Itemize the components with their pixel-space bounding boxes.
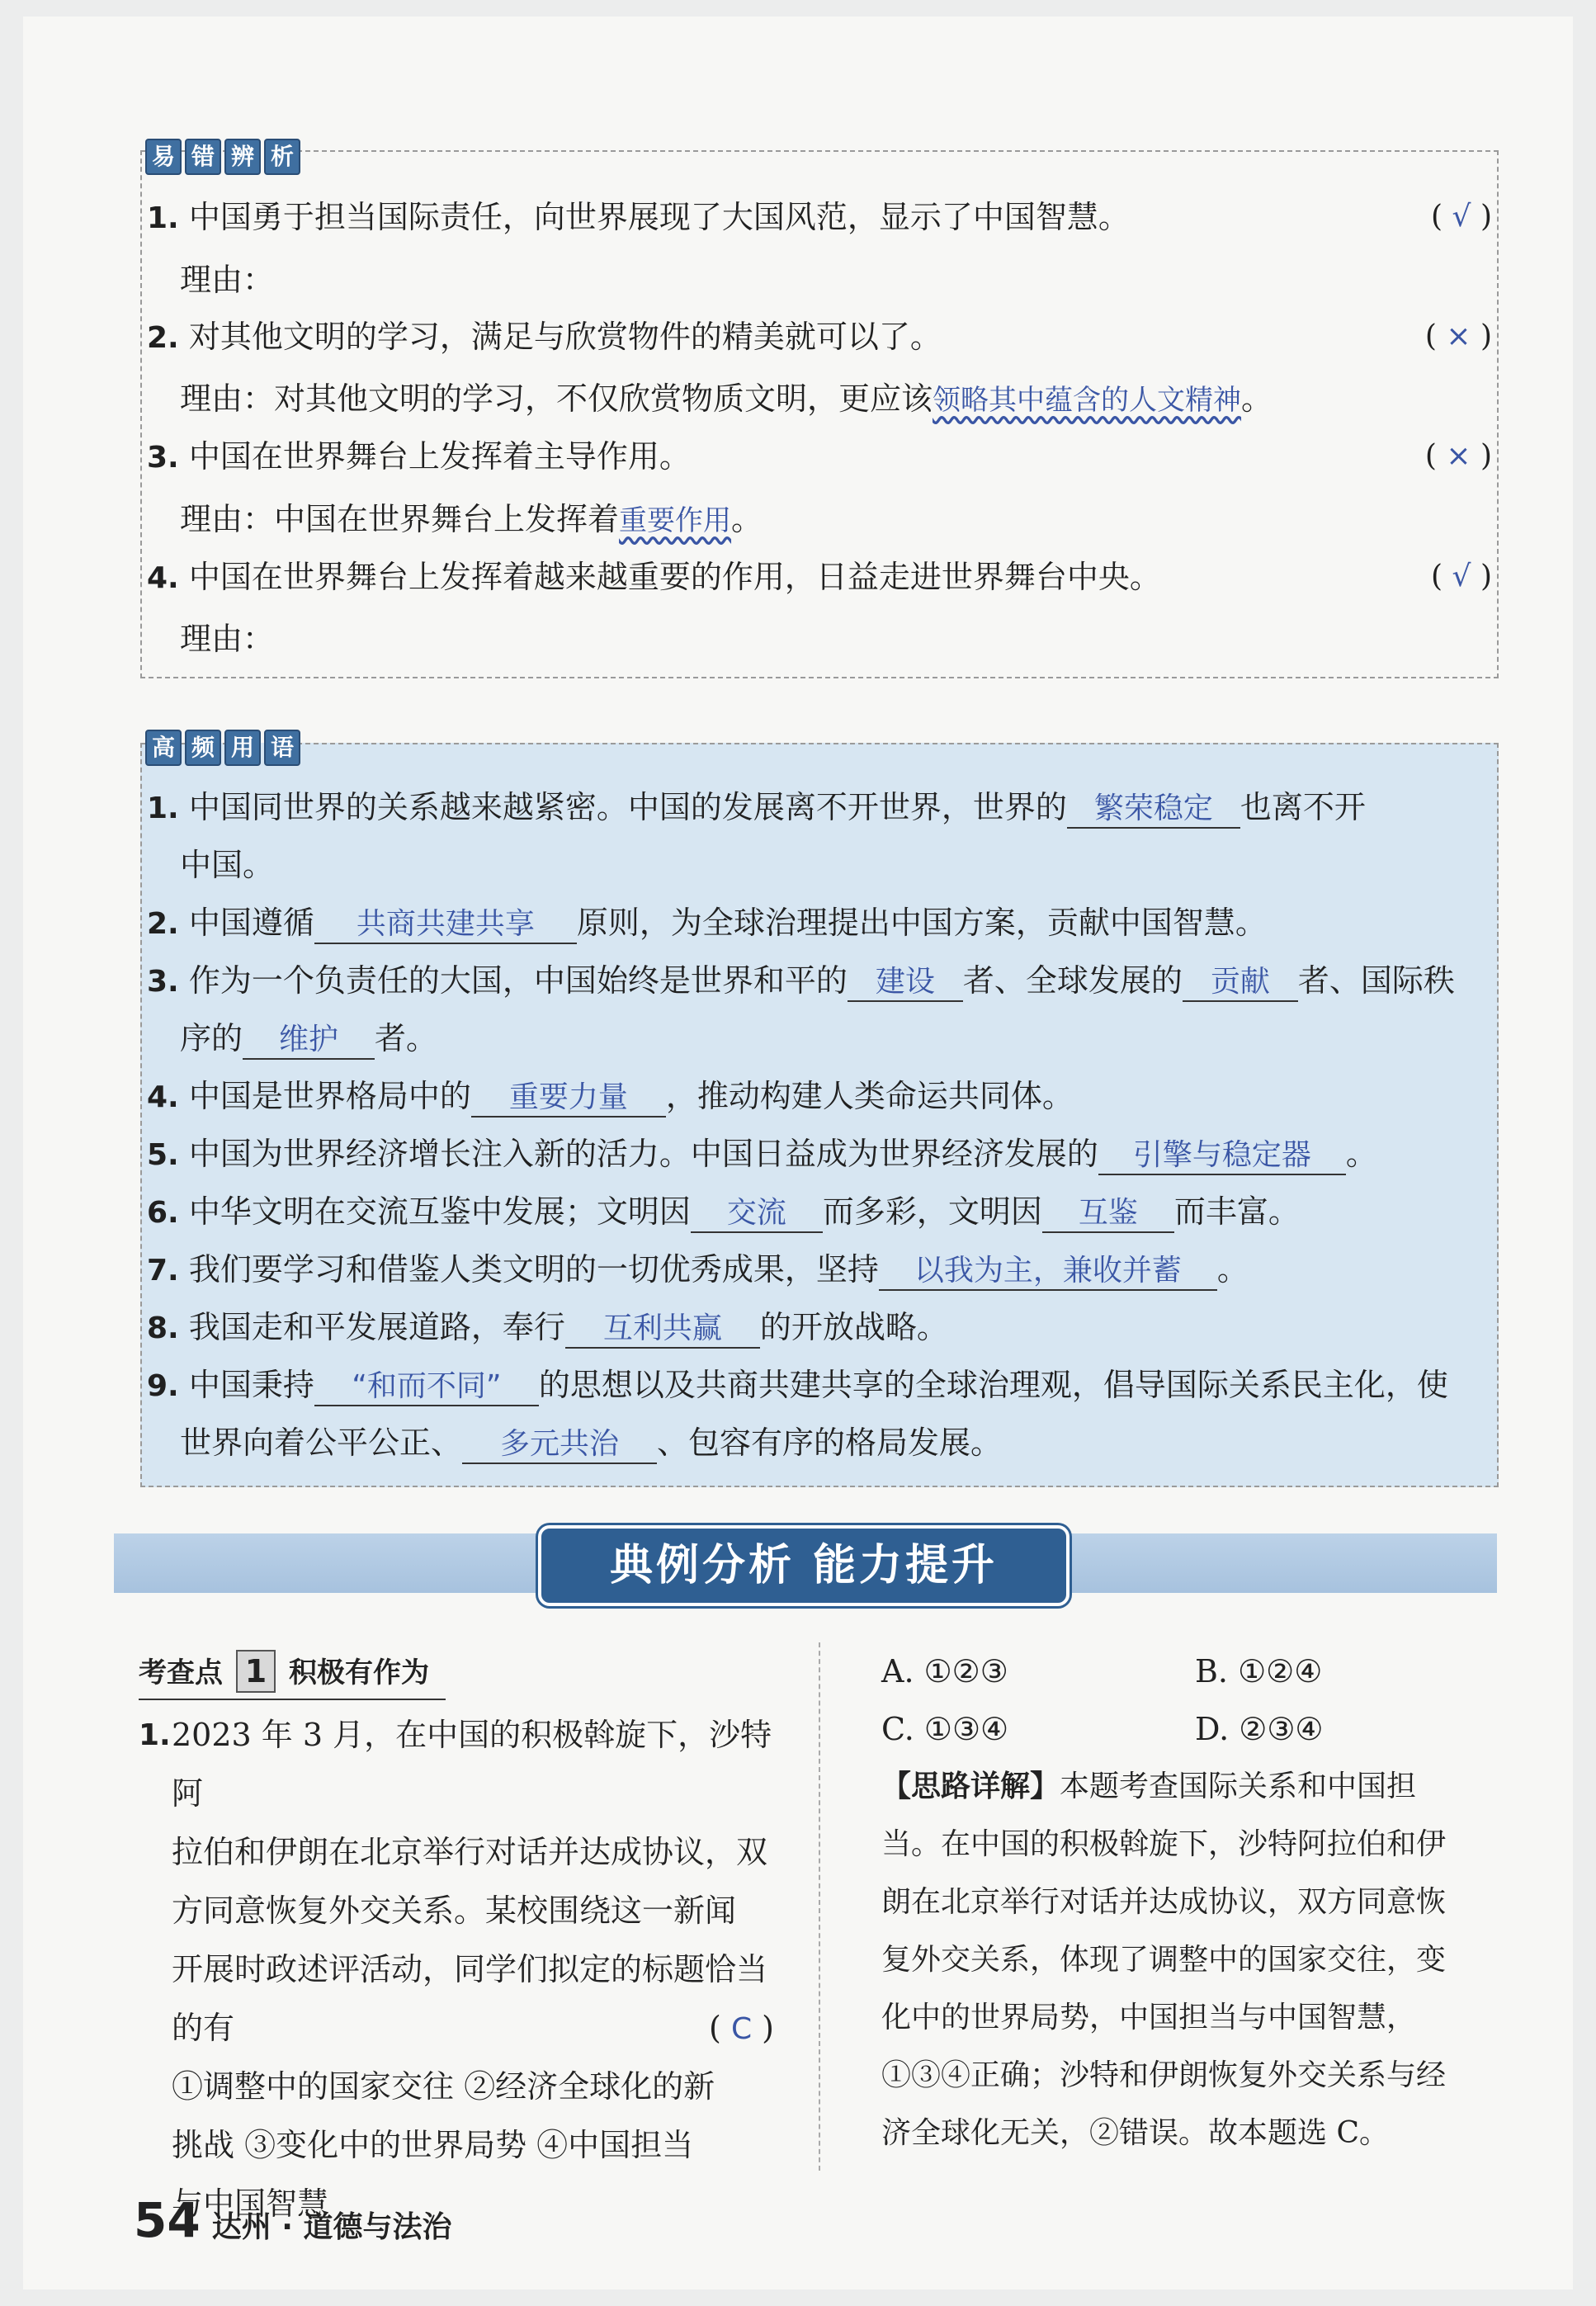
phrase-7: 7. 我们要学习和借鉴人类文明的一切优秀成果，坚持 以我为主，兼收并蓄 。 bbox=[147, 1250, 1249, 1291]
phrase-text: 中国遵循 bbox=[188, 905, 314, 941]
question-line: 开展时政述评活动，同学们拟定的标题恰当 bbox=[172, 1951, 768, 1987]
phrase-text: 而多彩，文明因 bbox=[822, 1193, 1042, 1230]
mistake-reason-4 bbox=[180, 620, 274, 658]
answer-blank: 互鉴 bbox=[1042, 1195, 1174, 1233]
answer-blank: 多元共治 bbox=[462, 1426, 657, 1464]
reason-label: 理由： bbox=[180, 380, 275, 417]
phrase-text: 的开放战略。 bbox=[759, 1309, 948, 1345]
key-point-title: 积极有作为 bbox=[289, 1656, 429, 1689]
phrase-8: 8. 我国走和平发展道路，奉行 互利共赢 的开放战略。 bbox=[147, 1308, 948, 1349]
analysis-line: 当。在中国的积极斡旋下，沙特阿拉伯和伊 bbox=[881, 1827, 1447, 1861]
cross-mark: × bbox=[1446, 439, 1471, 473]
reason-label: 理由： bbox=[180, 501, 275, 537]
phrase-text: 。 bbox=[1216, 1251, 1249, 1288]
phrase-1-cont bbox=[180, 846, 274, 884]
tag-char: 析 bbox=[264, 139, 300, 175]
analysis bbox=[881, 1758, 1509, 2162]
section-banner-title: 典例分析 能力提升 bbox=[538, 1525, 1070, 1606]
mistake-item-2 bbox=[147, 318, 1492, 357]
phrase-text: 中国同世界的关系越来越紧密。中国的发展离不开世界，世界的 bbox=[188, 789, 1067, 825]
answer-blank: 共商共建共享 bbox=[314, 906, 577, 944]
tag-char: 频 bbox=[185, 730, 221, 766]
tag-char: 用 bbox=[224, 730, 261, 766]
item-text: 中国勇于担当国际责任，向世界展现了大国风范，显示了中国智慧。 bbox=[188, 199, 1130, 235]
reason-text: 对其他文明的学习，不仅欣赏物质文明，更应该 bbox=[274, 380, 933, 417]
option-line: ①调整中的国家交往 ②经济全球化的新 bbox=[172, 2068, 715, 2105]
tag-char: 易 bbox=[145, 139, 182, 175]
tag-char: 辨 bbox=[224, 139, 261, 175]
tag-char: 高 bbox=[145, 730, 182, 766]
phrase-text: 序的 bbox=[180, 1020, 243, 1056]
answer-blank: 维护 bbox=[243, 1022, 375, 1060]
judge-paren: ( √ ) bbox=[1431, 560, 1492, 593]
tag-char: 错 bbox=[185, 139, 221, 175]
analysis-line: 本题考查国际关系和中国担 bbox=[1060, 1770, 1417, 1803]
phrase-text: 世界向着公平公正、 bbox=[180, 1425, 463, 1461]
page-footer bbox=[134, 2192, 451, 2248]
reason-label: 理由： bbox=[180, 621, 275, 657]
phrase-4: 4. 中国是世界格局中的 重要力量 ，推动构建人类命运共同体。 bbox=[147, 1077, 1074, 1118]
phrase-3: 3. 作为一个负责任的大国，中国始终是世界和平的 建设 者、全球发展的 贡献 者、国际秩 bbox=[147, 962, 1455, 1002]
check-mark: √ bbox=[1452, 200, 1471, 234]
option-a: A. ①②③ bbox=[881, 1653, 1008, 1689]
phrase-3-cont bbox=[180, 1019, 437, 1060]
check-mark: √ bbox=[1452, 560, 1471, 593]
analysis-line: 复外交关系，体现了调整中的国家交往，变 bbox=[881, 1943, 1447, 1977]
judge-paren: ( √ ) bbox=[1431, 200, 1492, 234]
book-title: 达州 · 道德与法治 bbox=[211, 2210, 452, 2244]
phrase-text: 我们要学习和借鉴人类文明的一切优秀成果，坚持 bbox=[188, 1251, 879, 1288]
answer-paren: ( C ) bbox=[709, 2010, 774, 2046]
column-divider bbox=[819, 1642, 820, 2171]
answer-blank: “和而不同” bbox=[314, 1368, 539, 1406]
phrase-5: 5. 中国为世界经济增长注入新的活力。中国日益成为世界经济发展的 引擎与稳定器 。 bbox=[147, 1135, 1377, 1175]
item-number: 3. bbox=[147, 441, 179, 475]
answer-blank: 互利共赢 bbox=[565, 1311, 760, 1349]
mistake-item-4 bbox=[147, 558, 1492, 598]
phrase-text: 中国秉持 bbox=[188, 1367, 314, 1403]
mistake-reason-2 bbox=[180, 380, 1273, 419]
reason-highlight: 重要作用 bbox=[619, 504, 732, 537]
analysis-line: 朗在北京举行对话并达成协议，双方同意恢 bbox=[881, 1885, 1447, 1919]
mistake-item-1 bbox=[147, 198, 1492, 238]
phrase-text: 者。 bbox=[375, 1020, 438, 1056]
item-number: 1. bbox=[147, 201, 179, 235]
phrase-text: 也离不开 bbox=[1239, 789, 1366, 825]
phrase-text: 者、全球发展的 bbox=[962, 962, 1183, 999]
question-number: 1. bbox=[139, 1718, 171, 1752]
page-number: 54 bbox=[134, 2192, 201, 2248]
phrase-text: 中华文明在交流互鉴中发展；文明因 bbox=[188, 1193, 691, 1230]
key-point-number: 1 bbox=[236, 1650, 276, 1693]
phrase-text: 作为一个负责任的大国，中国始终是世界和平的 bbox=[188, 962, 848, 999]
question-line: 2023 年 3 月，在中国的积极斡旋下，沙特阿 bbox=[172, 1717, 772, 1812]
question-line: 方同意恢复外交关系。某校围绕这一新闻 bbox=[172, 1893, 737, 1929]
item-number: 2. bbox=[147, 321, 179, 355]
answer-blank: 引擎与稳定器 bbox=[1098, 1137, 1346, 1175]
phrase-text: ，推动构建人类命运共同体。 bbox=[665, 1078, 1074, 1114]
key-point-header bbox=[139, 1646, 446, 1700]
reason-end: 。 bbox=[1241, 380, 1273, 417]
answer-blank: 以我为主，兼收并蓄 bbox=[879, 1253, 1217, 1291]
option-line: 与中国智慧 bbox=[172, 2186, 329, 2222]
reason-end: 。 bbox=[731, 501, 763, 537]
phrase-text: 中国是世界格局中的 bbox=[188, 1078, 471, 1114]
option-d: D. ②③④ bbox=[1195, 1711, 1324, 1747]
phrase-6: 6. 中华文明在交流互鉴中发展；文明因 交流 而多彩，文明因 互鉴 而丰富。 bbox=[147, 1193, 1300, 1233]
mistake-tag bbox=[145, 139, 300, 175]
judge-paren: ( × ) bbox=[1424, 319, 1492, 353]
options-row bbox=[881, 1642, 1509, 1758]
analysis-line: 济全球化无关，②错误。故本题选 C。 bbox=[881, 2116, 1389, 2150]
phrase-text: 原则，为全球治理提出中国方案，贡献中国智慧。 bbox=[576, 905, 1267, 941]
phrase-1: 1. 中国同世界的关系越来越紧密。中国的发展离不开世界，世界的 繁荣稳定 也离不开 bbox=[147, 788, 1366, 829]
tag-char: 语 bbox=[264, 730, 300, 766]
phrase-text: 中国为世界经济增长注入新的活力。中国日益成为世界经济发展的 bbox=[188, 1136, 1098, 1172]
phrase-text: 而丰富。 bbox=[1173, 1193, 1300, 1230]
item-text: 对其他文明的学习，满足与欣赏物件的精美就可以了。 bbox=[188, 319, 942, 355]
answer-letter: C bbox=[730, 2012, 753, 2046]
phrase-text: 的思想以及共商共建共享的全球治理观，倡导国际关系民主化，使 bbox=[538, 1367, 1448, 1403]
reason-highlight: 领略其中蕴含的人文精神 bbox=[933, 384, 1242, 417]
analysis-line: ①③④正确；沙特和伊朗恢复外交关系与经 bbox=[881, 2058, 1447, 2092]
question-line-last: 的有 ( C ) bbox=[172, 1999, 799, 2058]
option-line: 挑战 ③变化中的世界局势 ④中国担当 bbox=[172, 2127, 694, 2163]
reason-text: 中国在世界舞台上发挥着 bbox=[274, 501, 620, 537]
mistake-item-3 bbox=[147, 437, 1492, 477]
mistake-reason-1 bbox=[180, 261, 274, 299]
question-line: 拉伯和伊朗在北京举行对话并达成协议，双 bbox=[172, 1834, 768, 1870]
cross-mark: × bbox=[1446, 319, 1471, 353]
phrases-tag bbox=[145, 730, 300, 766]
phrase-text: 中国。 bbox=[180, 847, 275, 883]
phrase-text: 我国走和平发展道路，奉行 bbox=[188, 1309, 565, 1345]
phrase-9-cont bbox=[180, 1424, 1002, 1464]
answer-blank: 繁荣稳定 bbox=[1067, 791, 1240, 829]
phrase-2: 2. 中国遵循 共商共建共享 原则，为全球治理提出中国方案，贡献中国智慧。 bbox=[147, 904, 1267, 944]
answer-blank: 交流 bbox=[691, 1195, 823, 1233]
item-text: 中国在世界舞台上发挥着主导作用。 bbox=[188, 438, 691, 475]
phrase-text: 、包容有序的格局发展。 bbox=[657, 1425, 1003, 1461]
answer-blank: 贡献 bbox=[1183, 964, 1298, 1002]
analysis-label: 【思路详解】 bbox=[881, 1770, 1060, 1803]
option-b: B. ①②④ bbox=[1195, 1653, 1323, 1689]
item-number: 4. bbox=[147, 561, 179, 595]
phrase-text: 者、国际秩 bbox=[1297, 962, 1455, 999]
answer-blank: 建设 bbox=[848, 964, 963, 1002]
answer-blank: 重要力量 bbox=[471, 1080, 666, 1118]
phrase-9: 9. 中国秉持 “和而不同” 的思想以及共商共建共享的全球治理观，倡导国际关系民主化，使 bbox=[147, 1366, 1448, 1406]
right-column bbox=[881, 1642, 1509, 2162]
question bbox=[139, 1706, 799, 2233]
judge-paren: ( × ) bbox=[1424, 439, 1492, 473]
analysis-line: 化中的世界局势，中国担当与中国智慧， bbox=[881, 2001, 1417, 2034]
reason-label: 理由： bbox=[180, 262, 275, 298]
option-c: C. ①③④ bbox=[881, 1711, 1009, 1747]
phrase-text: 。 bbox=[1345, 1136, 1377, 1172]
item-text: 中国在世界舞台上发挥着越来越重要的作用，日益走进世界舞台中央。 bbox=[188, 559, 1161, 595]
left-column bbox=[139, 1642, 799, 2233]
key-point-label: 考查点 bbox=[139, 1656, 223, 1689]
mistake-reason-3 bbox=[180, 500, 763, 540]
